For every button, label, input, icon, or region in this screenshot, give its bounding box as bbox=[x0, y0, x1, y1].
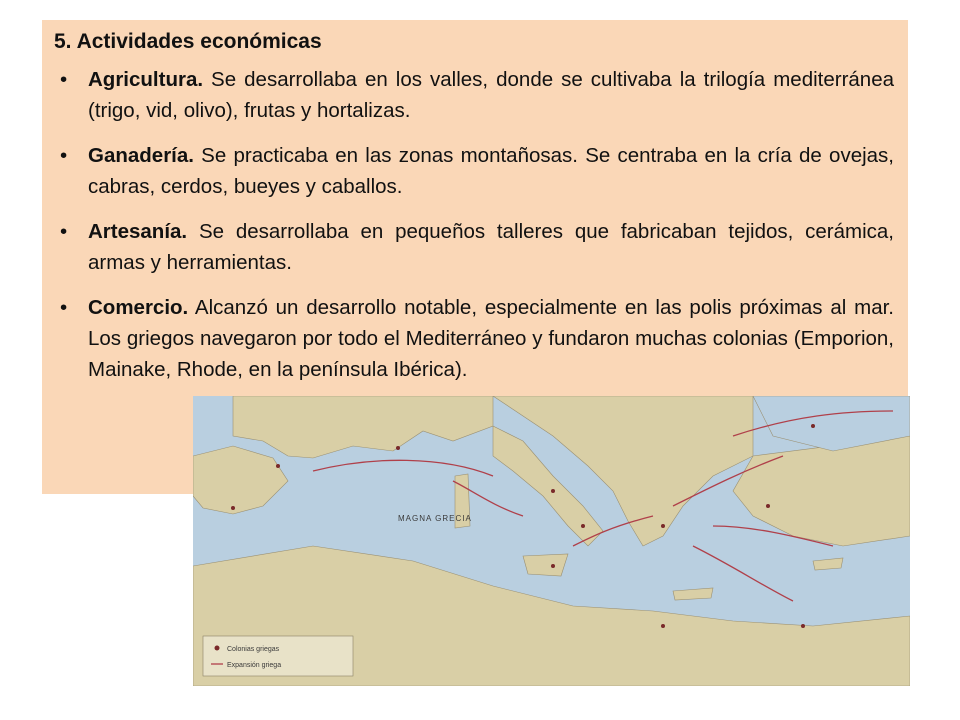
colony-dot bbox=[661, 624, 665, 628]
colony-dot bbox=[581, 524, 585, 528]
text-artesania: Se desarrollaba en pequeños talleres que fabricaban tejidos, cerámica, armas y herramientas. bbox=[88, 220, 894, 274]
term-artesania: Artesanía. bbox=[88, 220, 188, 243]
greek-colonization-map bbox=[193, 396, 910, 686]
term-comercio: Comercio. bbox=[88, 296, 189, 319]
term-ganaderia: Ganadería. bbox=[88, 144, 194, 167]
bullet-list bbox=[54, 64, 894, 385]
bullet-glyph: • bbox=[60, 296, 68, 319]
legend-box bbox=[203, 636, 353, 676]
bullet-glyph: • bbox=[60, 144, 68, 167]
colony-dot bbox=[801, 624, 805, 628]
bullet-glyph: • bbox=[60, 68, 68, 91]
text-ganaderia: Se practicaba en las zonas montañosas. Se centraba en la cría de ovejas, cabras, cerdos, bueyes y caballos. bbox=[88, 144, 894, 198]
text-agricultura: Se desarrollaba en los valles, donde se cultivaba la trilogía mediterránea (trigo, vid, olivo), frutas y hortalizas. bbox=[88, 68, 894, 122]
legend-colonias: Colonias griegas bbox=[227, 646, 280, 653]
slide-heading: 5. Actividades económicas bbox=[54, 30, 322, 53]
colony-dot bbox=[276, 464, 280, 468]
colony-dot bbox=[661, 524, 665, 528]
region-label: MAGNA GRECIA bbox=[398, 514, 472, 523]
colony-dot bbox=[551, 489, 555, 493]
bullet-glyph: • bbox=[60, 220, 68, 243]
text-comercio: Alcanzó un desarrollo notable, especialmente en las polis próximas al mar. Los griegos navegaron por todo el Mediterráneo y fundaron muchas colonias (Emporion, Mainake, Rhode, en la península Ibérica). bbox=[88, 296, 894, 381]
legend-expansion: Expansión griega bbox=[227, 662, 282, 669]
colony-dot bbox=[766, 504, 770, 508]
colony-dot bbox=[231, 506, 235, 510]
map-svg bbox=[193, 396, 910, 686]
bullet-ganaderia bbox=[54, 140, 894, 202]
land-sicily bbox=[523, 554, 568, 576]
bullet-agricultura bbox=[54, 64, 894, 126]
bullet-artesania bbox=[54, 216, 894, 278]
colony-dot bbox=[396, 446, 400, 450]
colony-dot bbox=[811, 424, 815, 428]
legend-dot-icon bbox=[215, 646, 220, 651]
bullet-comercio bbox=[54, 292, 894, 385]
term-agricultura: Agricultura. bbox=[88, 68, 204, 91]
map-legend bbox=[203, 636, 353, 676]
colony-dot bbox=[551, 564, 555, 568]
